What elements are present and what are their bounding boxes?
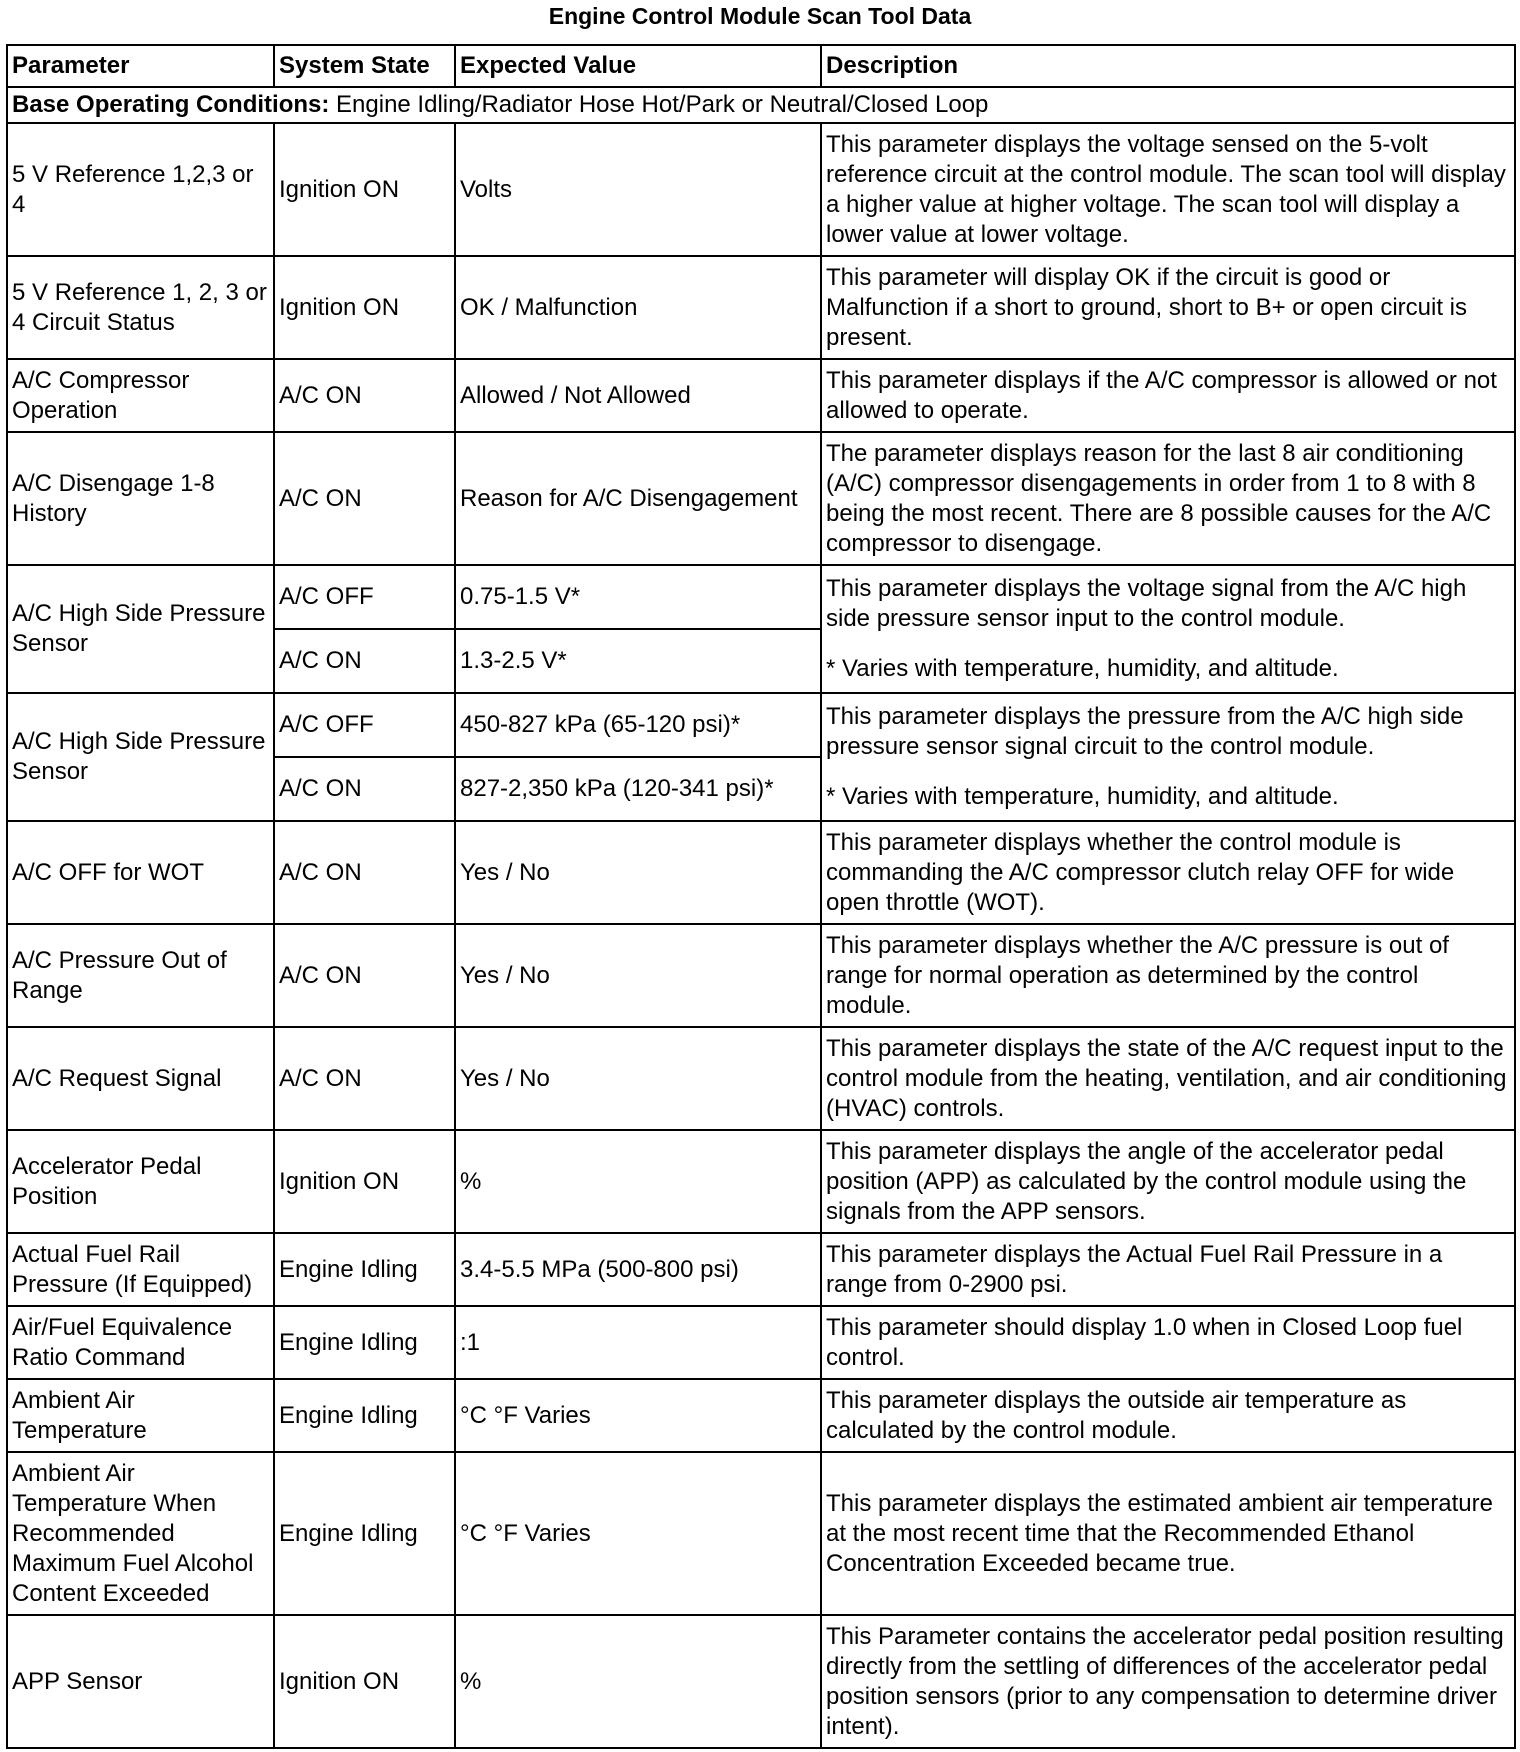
description-note: * Varies with temperature, humidity, and altitude. bbox=[826, 655, 1339, 682]
parameter-cell: Ambient Air Temperature bbox=[7, 1379, 274, 1452]
expected-value-cell: OK / Malfunction bbox=[455, 256, 821, 359]
parameter-cell: A/C OFF for WOT bbox=[7, 821, 274, 924]
table-row bbox=[7, 1233, 1515, 1306]
parameter-cell: APP Sensor bbox=[7, 1615, 274, 1748]
scan-tool-data-table bbox=[6, 44, 1516, 1749]
header-description: Description bbox=[821, 45, 1515, 87]
table-row bbox=[7, 1452, 1515, 1615]
system-state-cell: A/C ON bbox=[274, 432, 455, 565]
description-cell: This parameter displays if the A/C compressor is allowed or not allowed to operate. bbox=[821, 359, 1515, 432]
expected-value-cell: °C °F Varies bbox=[455, 1452, 821, 1615]
system-state-cell: A/C OFF bbox=[274, 565, 455, 629]
parameter-cell: 5 V Reference 1,2,3 or 4 bbox=[7, 123, 274, 256]
table-row bbox=[7, 1615, 1515, 1748]
parameter-cell: Accelerator Pedal Position bbox=[7, 1130, 274, 1233]
description-cell: This parameter should display 1.0 when in Closed Loop fuel control. bbox=[821, 1306, 1515, 1379]
system-state-cell: Engine Idling bbox=[274, 1452, 455, 1615]
header-parameter: Parameter bbox=[7, 45, 274, 87]
description-note: * Varies with temperature, humidity, and altitude. bbox=[826, 783, 1339, 810]
system-state-cell: A/C OFF bbox=[274, 693, 455, 757]
table-row bbox=[7, 1130, 1515, 1233]
parameter-cell: A/C High Side Pressure Sensor bbox=[7, 565, 274, 693]
system-state-cell: A/C ON bbox=[274, 359, 455, 432]
expected-value-cell: Allowed / Not Allowed bbox=[455, 359, 821, 432]
expected-value-cell: Yes / No bbox=[455, 924, 821, 1027]
expected-value-cell: 450-827 kPa (65-120 psi)* bbox=[455, 693, 821, 757]
table-row bbox=[7, 256, 1515, 359]
system-state-cell: Ignition ON bbox=[274, 123, 455, 256]
table-row bbox=[7, 359, 1515, 432]
header-row bbox=[7, 45, 1515, 87]
expected-value-cell: °C °F Varies bbox=[455, 1379, 821, 1452]
table-row bbox=[7, 123, 1515, 256]
table-row bbox=[7, 565, 1515, 629]
parameter-cell: A/C Pressure Out of Range bbox=[7, 924, 274, 1027]
description-cell bbox=[821, 565, 1515, 693]
table-row bbox=[7, 1027, 1515, 1130]
parameter-cell: A/C Request Signal bbox=[7, 1027, 274, 1130]
document-title: Engine Control Module Scan Tool Data bbox=[548, 3, 972, 29]
system-state-cell: Engine Idling bbox=[274, 1379, 455, 1452]
expected-value-cell: Yes / No bbox=[455, 821, 821, 924]
system-state-cell: A/C ON bbox=[274, 629, 455, 693]
table-row bbox=[7, 821, 1515, 924]
description-cell bbox=[821, 693, 1515, 821]
expected-value-cell: 827-2,350 kPa (120-341 psi)* bbox=[455, 757, 821, 821]
base-conditions-row bbox=[7, 87, 1515, 123]
expected-value-cell: 3.4-5.5 MPa (500-800 psi) bbox=[455, 1233, 821, 1306]
description-cell: The parameter displays reason for the last 8 air conditioning (A/C) compressor disengagements in order from 1 to 8 with 8 being the most recent. There are 8 possible causes for the A/C compressor to disengage. bbox=[821, 432, 1515, 565]
table-row bbox=[7, 693, 1515, 757]
parameter-cell: Ambient Air Temperature When Recommended Maximum Fuel Alcohol Content Exceeded bbox=[7, 1452, 274, 1615]
description-cell: This parameter displays the outside air temperature as calculated by the control module. bbox=[821, 1379, 1515, 1452]
parameter-cell: 5 V Reference 1, 2, 3 or 4 Circuit Status bbox=[7, 256, 274, 359]
description-text: This parameter displays the voltage signal from the A/C high side pressure sensor input to the control module. bbox=[826, 575, 1467, 632]
table-row bbox=[7, 1306, 1515, 1379]
base-conditions-cell bbox=[7, 87, 1515, 123]
system-state-cell: Ignition ON bbox=[274, 256, 455, 359]
system-state-cell: Ignition ON bbox=[274, 1615, 455, 1748]
description-cell: This parameter displays the angle of the accelerator pedal position (APP) as calculated by the control module using the signals from the APP sensors. bbox=[821, 1130, 1515, 1233]
expected-value-cell: :1 bbox=[455, 1306, 821, 1379]
parameter-cell: A/C High Side Pressure Sensor bbox=[7, 693, 274, 821]
table-row bbox=[7, 924, 1515, 1027]
description-cell: This Parameter contains the accelerator pedal position resulting directly from the settling of differences of the accelerator pedal position sensors (prior to any compensation to determine driver intent). bbox=[821, 1615, 1515, 1748]
system-state-cell: Engine Idling bbox=[274, 1233, 455, 1306]
description-text: This parameter displays the pressure from the A/C high side pressure sensor signal circuit to the control module. bbox=[826, 703, 1464, 760]
system-state-cell: Ignition ON bbox=[274, 1130, 455, 1233]
base-conditions-label: Base Operating Conditions: bbox=[12, 91, 330, 118]
parameter-cell: A/C Disengage 1-8 History bbox=[7, 432, 274, 565]
expected-value-cell: Yes / No bbox=[455, 1027, 821, 1130]
description-cell: This parameter displays whether the A/C pressure is out of range for normal operation as determined by the control module. bbox=[821, 924, 1515, 1027]
system-state-cell: A/C ON bbox=[274, 1027, 455, 1130]
expected-value-cell: % bbox=[455, 1615, 821, 1748]
description-cell: This parameter will display OK if the circuit is good or Malfunction if a short to ground, short to B+ or open circuit is present. bbox=[821, 256, 1515, 359]
expected-value-cell: 0.75-1.5 V* bbox=[455, 565, 821, 629]
parameter-cell: A/C Compressor Operation bbox=[7, 359, 274, 432]
base-conditions-text: Engine Idling/Radiator Hose Hot/Park or Neutral/Closed Loop bbox=[329, 91, 989, 118]
expected-value-cell: Reason for A/C Disengagement bbox=[455, 432, 821, 565]
expected-value-cell: Volts bbox=[455, 123, 821, 256]
header-expected-value: Expected Value bbox=[455, 45, 821, 87]
expected-value-cell: 1.3-2.5 V* bbox=[455, 629, 821, 693]
header-system-state: System State bbox=[274, 45, 455, 87]
description-cell: This parameter displays the Actual Fuel Rail Pressure in a range from 0-2900 psi. bbox=[821, 1233, 1515, 1306]
expected-value-cell: % bbox=[455, 1130, 821, 1233]
parameter-cell: Actual Fuel Rail Pressure (If Equipped) bbox=[7, 1233, 274, 1306]
description-cell: This parameter displays the voltage sensed on the 5-volt reference circuit at the control module. The scan tool will display a higher value at higher voltage. The scan tool will display a lower value at lower voltage. bbox=[821, 123, 1515, 256]
description-cell: This parameter displays whether the control module is commanding the A/C compressor clutch relay OFF for wide open throttle (WOT). bbox=[821, 821, 1515, 924]
description-cell: This parameter displays the state of the A/C request input to the control module from the heating, ventilation, and air conditioning (HVAC) controls. bbox=[821, 1027, 1515, 1130]
system-state-cell: A/C ON bbox=[274, 924, 455, 1027]
parameter-cell: Air/Fuel Equivalence Ratio Command bbox=[7, 1306, 274, 1379]
system-state-cell: Engine Idling bbox=[274, 1306, 455, 1379]
table-row bbox=[7, 432, 1515, 565]
system-state-cell: A/C ON bbox=[274, 757, 455, 821]
table-row bbox=[7, 1379, 1515, 1452]
system-state-cell: A/C ON bbox=[274, 821, 455, 924]
description-cell: This parameter displays the estimated ambient air temperature at the most recent time that the Recommended Ethanol Concentration Exceeded became true. bbox=[821, 1452, 1515, 1615]
